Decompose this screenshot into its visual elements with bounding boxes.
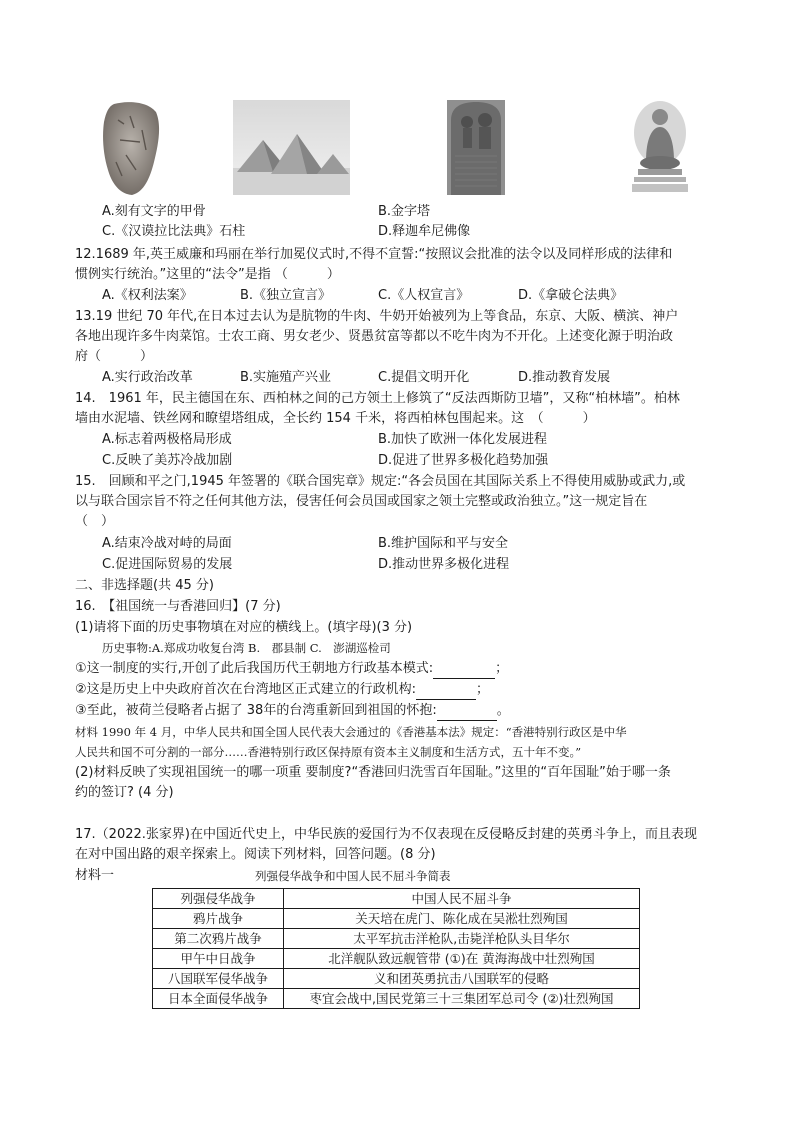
answer-blank-1[interactable] <box>433 664 495 679</box>
option-d: D.推动教育发展 <box>518 370 611 385</box>
option-a: A.标志着两极格局形成 <box>102 432 232 447</box>
war-cell: 日本全面侵华战争 <box>153 989 284 1009</box>
question-12-text: 12.1689 年,英王威廉和玛丽在举行加冕仪式时,不得不宣誓:“按照议会批准的法令以及同样形成的法律和 <box>75 247 673 262</box>
statement-2-text: ②这是历史上中央政府首次在台湾地区正式建立的行政机构: <box>75 682 417 697</box>
answer-blank-3[interactable] <box>437 706 497 721</box>
option-d: D.《拿破仑法典》 <box>518 288 624 303</box>
option-c: C.提倡文明开化 <box>378 370 470 385</box>
struggle-cell: 北洋舰队致远舰管带 (①)在 黄海海战中壮烈殉国 <box>284 949 640 969</box>
option-b: B.《独立宣言》 <box>240 288 332 303</box>
war-struggle-table <box>152 888 640 1009</box>
historical-items: 历史事物:A.郑成功收复台湾 B. 郡县制 C. 澎湖巡检司 <box>102 641 391 655</box>
statement-1 <box>75 659 508 679</box>
option-d: D.释迦牟尼佛像 <box>378 224 471 239</box>
struggle-cell: 义和团英勇抗击八国联军的侵略 <box>284 969 640 989</box>
statement-3-text: ③至此，被荷兰侵略者占据了 38年的台湾重新回到祖国的怀抱: <box>75 703 437 718</box>
table-caption: 列强侵华战争和中国人民不屈斗争简表 <box>255 869 451 883</box>
option-a: A.实行政治改革 <box>102 370 193 385</box>
question-13-text-cont: 各地出现许多牛肉菜馆。士农工商、男女老少、贤愚贫富等都以不吃牛肉为不开化。上述变化源于明治政 <box>75 329 674 344</box>
option-c: C.《汉谟拉比法典》石柱 <box>102 224 246 239</box>
option-d: D.推动世界多极化进程 <box>378 557 510 572</box>
option-c: C.反映了美苏冷战加剧 <box>102 453 233 468</box>
table-header-row <box>153 889 640 909</box>
statement-1-text: ①这一制度的实行,开创了此后我国历代王朝地方行政基本模式: <box>75 661 434 676</box>
hammurabi-stele-image <box>447 100 505 195</box>
option-d: D.促进了世界多极化趋势加强 <box>378 453 549 468</box>
struggle-cell: 中国人民不屈斗争 <box>284 889 640 909</box>
question-16-part2: (2)材料反映了实现祖国统一的哪一项重 要制度?“香港回归洗雪百年国耻。”这里的“百年国耻”始于哪一条 <box>75 765 671 780</box>
question-13-text-end: 府（ ） <box>75 349 154 364</box>
war-cell: 八国联军侵华战争 <box>153 969 284 989</box>
war-cell: 甲午中日战争 <box>153 949 284 969</box>
question-15-text: 15. 回顾和平之门,1945 年签署的《联合国宪章》规定:“各会员国在其国际关系上不得使用威胁或武力,或 <box>75 474 686 489</box>
option-a: A.《权利法案》 <box>102 288 193 303</box>
option-a: A.结束冷战对峙的局面 <box>102 536 232 551</box>
material-text-cont: 人民共和国不可分割的一部分……香港特别行政区保持原有资本主义制度和生活方式，五十年不变。” <box>75 745 582 759</box>
question-15-text-cont: 以与联合国宗旨不符之任何其他方法，侵害任何会员国或国家之领土完整或政治独立。”这一规定旨在 <box>75 494 648 509</box>
table-row <box>153 949 640 969</box>
struggle-cell: 枣宜会战中,国民党第三十三集团军总司令 (②)壮烈殉国 <box>284 989 640 1009</box>
table-row <box>153 989 640 1009</box>
statement-2-end: ； <box>476 682 490 697</box>
question-16-part2-cont: 约的签订? (4 分) <box>75 785 174 800</box>
material-label: 材料一 <box>75 868 115 883</box>
statement-2 <box>75 680 489 700</box>
statement-3 <box>75 701 510 721</box>
war-cell: 第二次鸦片战争 <box>153 929 284 949</box>
statement-1-end: ； <box>495 661 509 676</box>
option-b: B.实施殖产兴业 <box>240 370 332 385</box>
war-cell: 列强侵华战争 <box>153 889 284 909</box>
option-b: B.金字塔 <box>378 204 431 219</box>
question-15-text-end: （ ） <box>75 514 115 529</box>
pyramids-image <box>233 100 350 195</box>
question-16-title: 16. 【祖国统一与香港回归】(7 分) <box>75 599 281 614</box>
statement-3-end: 。 <box>496 703 510 718</box>
struggle-cell: 太平军抗击洋枪队,击毙洋枪队头目华尔 <box>284 929 640 949</box>
struggle-cell: 关天培在虎门、陈化成在吴淞壮烈殉国 <box>284 909 640 929</box>
question-14-text-cont: 墙由水泥墙、铁丝网和瞭望塔组成，全长约 154 千米，将西柏林包围起来。这 （ ） <box>75 411 596 426</box>
question-16-part1: (1)请将下面的历史事物填在对应的横线上。(填字母)(3 分) <box>75 620 413 635</box>
option-c: C.促进国际贸易的发展 <box>102 557 233 572</box>
table-row <box>153 929 640 949</box>
question-13-text: 13.19 世纪 70 年代,在日本过去认为是肮物的牛肉、牛奶开始被列为上等食品，东京、大阪、横滨、神户 <box>75 309 679 324</box>
table-row <box>153 909 640 929</box>
question-17-text-cont: 在对中国出路的艰辛探索上。阅读下列材料，回答问题。(8 分) <box>75 847 436 862</box>
section-heading: 二、非选择题(共 45 分) <box>75 578 214 593</box>
oracle-bone-image <box>100 100 162 197</box>
option-a: A.刻有文字的甲骨 <box>102 204 206 219</box>
question-14-text: 14. 1961 年，民主德国在东、西柏林之间的己方领土上修筑了“反法西斯防卫墙”，又称“柏林墙”。柏林 <box>75 391 680 406</box>
question-17-text: 17.（2022.张家界)在中国近代史上，中华民族的爱国行为不仅表现在反侵略反封建的英勇斗争上，而且表现 <box>75 827 697 842</box>
option-c: C.《人权宣言》 <box>378 288 470 303</box>
buddha-statue-image <box>628 99 692 195</box>
material-text: 材料 1990 年 4 月，中华人民共和国全国人民代表大会通过的《香港基本法》规定：“香港特别行政区是中华 <box>75 725 627 739</box>
answer-blank-2[interactable] <box>416 685 476 700</box>
war-cell: 鸦片战争 <box>153 909 284 929</box>
option-b: B.维护国际和平与安全 <box>378 536 509 551</box>
question-12-text-cont: 惯例实行统治。”这里的“法令”是指 （ ） <box>75 267 340 282</box>
table-row <box>153 969 640 989</box>
option-b: B.加快了欧洲一体化发展进程 <box>378 432 548 447</box>
